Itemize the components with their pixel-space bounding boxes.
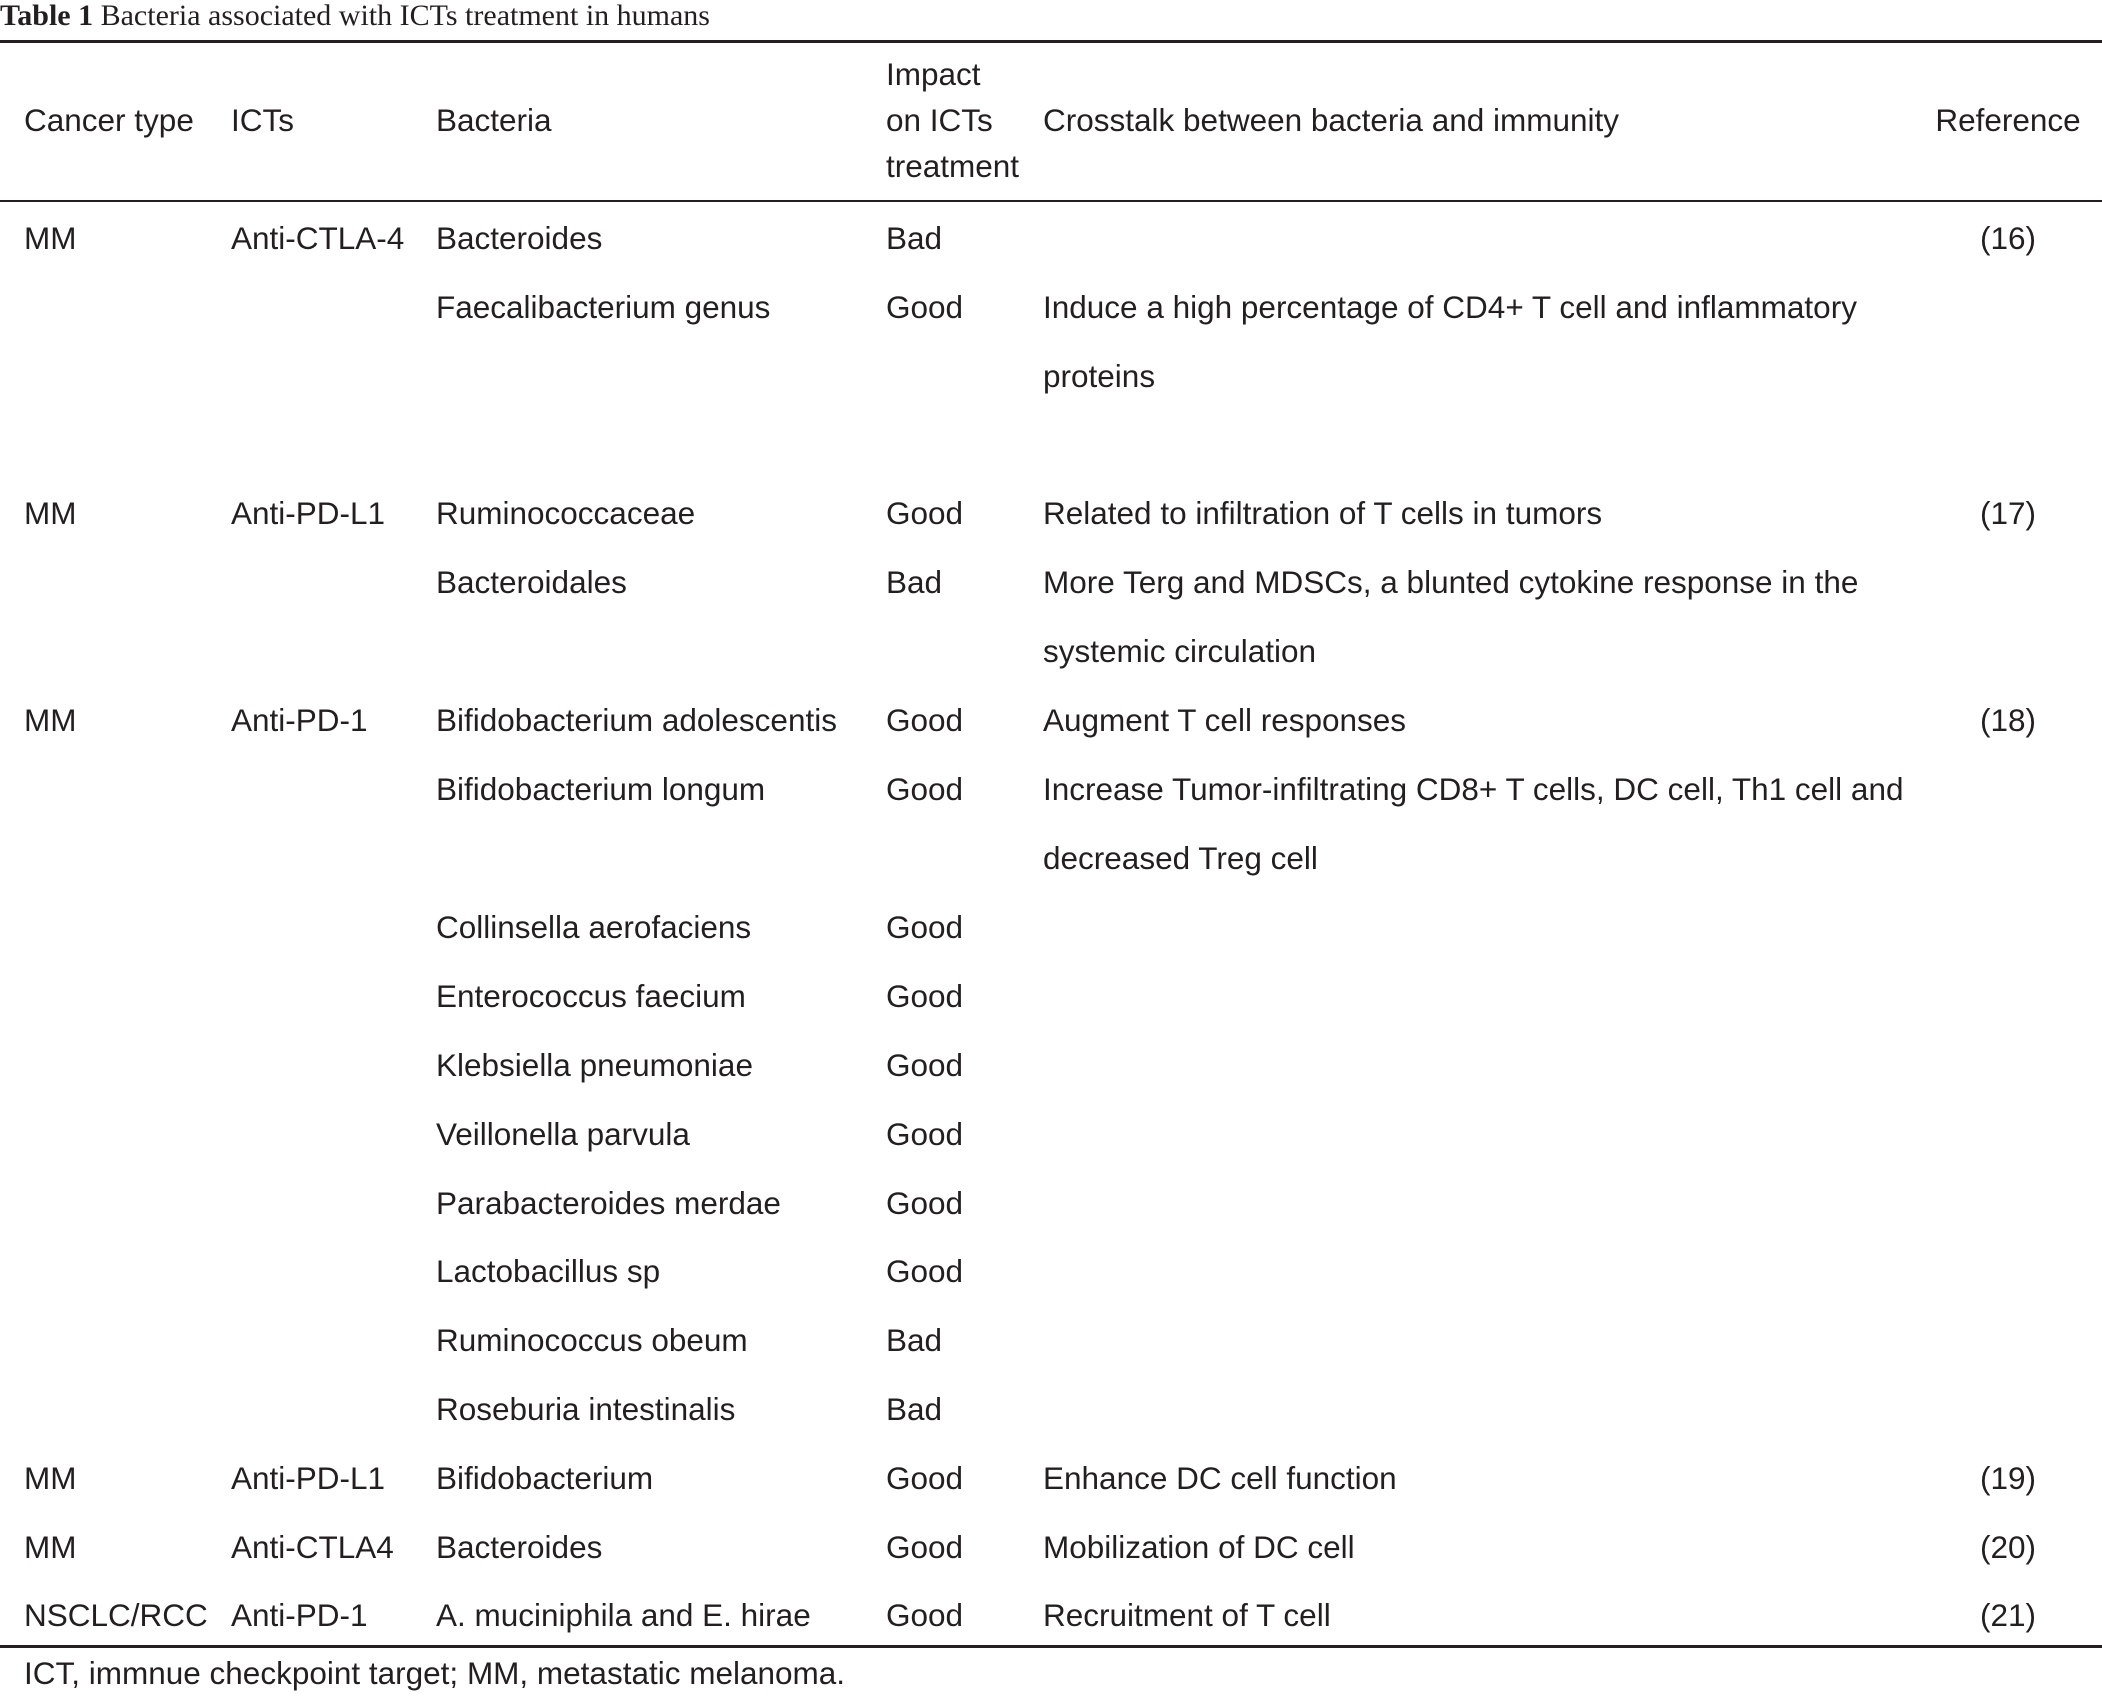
table-caption [0,0,710,40]
cell-icts: Anti-PD-1 [231,702,368,738]
cell-bacteria: Bacteroides [436,1529,603,1565]
cell-reference: (17) [1979,495,2037,531]
cell-bacteria: Bacteroides [436,220,603,256]
cell-cancer-type: NSCLC/RCC [24,1597,208,1633]
cell-reference: (18) [1979,702,2037,738]
cell-impact: Good [886,771,964,807]
header-impact [886,40,1019,200]
cell-crosstalk: Induce a high percentage of CD4+ T cell and inflammatory proteins [1043,289,1857,394]
cell-bacteria: Ruminococcus obeum [436,1322,748,1358]
cell-reference: (20) [1979,1529,2037,1565]
cell-crosstalk: Related to infiltration of T cells in tumors [1043,495,1603,531]
cell-crosstalk: Recruitment of T cell [1043,1597,1331,1633]
cell-cancer-type: MM [24,1529,77,1565]
cell-impact: Bad [886,564,943,600]
cell-cancer-type: MM [24,1460,77,1496]
cell-bacteria: Bifidobacterium [436,1460,654,1496]
cell-crosstalk: More Terg and MDSCs, a blunted cytokine response in the systemic circulation [1043,564,1859,669]
cell-bacteria: Bacteroidales [436,564,627,600]
cell-bacteria: Veillonella parvula [436,1116,690,1152]
cell-bacteria: Parabacteroides merdae [436,1185,781,1221]
cell-impact: Good [886,1460,964,1496]
bottom-rule [0,1645,2102,1648]
cell-bacteria: Enterococcus faecium [436,978,746,1014]
table-footnote: ICT, immnue checkpoint target; MM, metastatic melanoma. [24,1655,846,1691]
cell-impact: Good [886,978,964,1014]
cell-impact: Bad [886,220,943,256]
cell-impact: Good [886,1116,964,1152]
cell-bacteria: A. muciniphila and E. hirae [436,1597,811,1633]
cell-cancer-type: MM [24,495,77,531]
cell-icts: Anti-CTLA-4 [231,220,405,256]
cell-cancer-type: MM [24,220,77,256]
table-label: Table 1 [0,0,94,32]
cell-impact: Good [886,702,964,738]
header-impact-line: Impact [886,56,981,92]
table-header [0,40,2102,200]
cell-icts: Anti-PD-L1 [231,495,386,531]
cell-icts: Anti-CTLA4 [231,1529,394,1565]
cell-impact: Good [886,289,964,325]
cell-impact: Good [886,1529,964,1565]
cell-impact: Good [886,495,964,531]
cell-impact: Good [886,909,964,945]
cell-cancer-type: MM [24,702,77,738]
cell-impact: Good [886,1597,964,1633]
cell-impact: Bad [886,1322,943,1358]
cell-crosstalk: Augment T cell responses [1043,702,1407,738]
cell-bacteria: Lactobacillus sp [436,1253,661,1289]
cell-bacteria: Roseburia intestinalis [436,1391,736,1427]
cell-impact: Good [886,1185,964,1221]
header-reference: Reference [1935,102,2081,138]
table-title: Bacteria associated with ICTs treatment in humans [100,0,710,32]
cell-bacteria: Faecalibacterium genus [436,289,771,325]
header-impact-line: on ICTs [886,102,993,138]
cell-impact: Good [886,1253,964,1289]
cell-reference: (19) [1979,1460,2037,1496]
cell-bacteria: Klebsiella pneumoniae [436,1047,753,1083]
cell-bacteria: Bifidobacterium adolescentis [436,702,837,738]
header-crosstalk: Crosstalk between bacteria and immunity [1043,102,1620,138]
header-rule [0,200,2102,202]
header-impact-line: treatment [886,148,1020,184]
cell-icts: Anti-PD-L1 [231,1460,386,1496]
header-icts: ICTs [231,102,294,138]
cell-reference: (21) [1979,1597,2037,1633]
header-bacteria: Bacteria [436,102,552,138]
cell-reference: (16) [1979,220,2037,256]
cell-crosstalk: Mobilization of DC cell [1043,1529,1355,1565]
header-cancer-type: Cancer type [24,102,194,138]
cell-crosstalk: Enhance DC cell function [1043,1460,1397,1496]
cell-bacteria: Bifidobacterium longum [436,771,766,807]
cell-crosstalk: Increase Tumor-infiltrating CD8+ T cells, DC cell, Th1 cell and decreased Treg cell [1043,771,1904,876]
cell-bacteria: Ruminococcaceae [436,495,696,531]
cell-bacteria: Collinsella aerofaciens [436,909,752,945]
cell-impact: Bad [886,1391,943,1427]
cell-icts: Anti-PD-1 [231,1597,368,1633]
cell-impact: Good [886,1047,964,1083]
